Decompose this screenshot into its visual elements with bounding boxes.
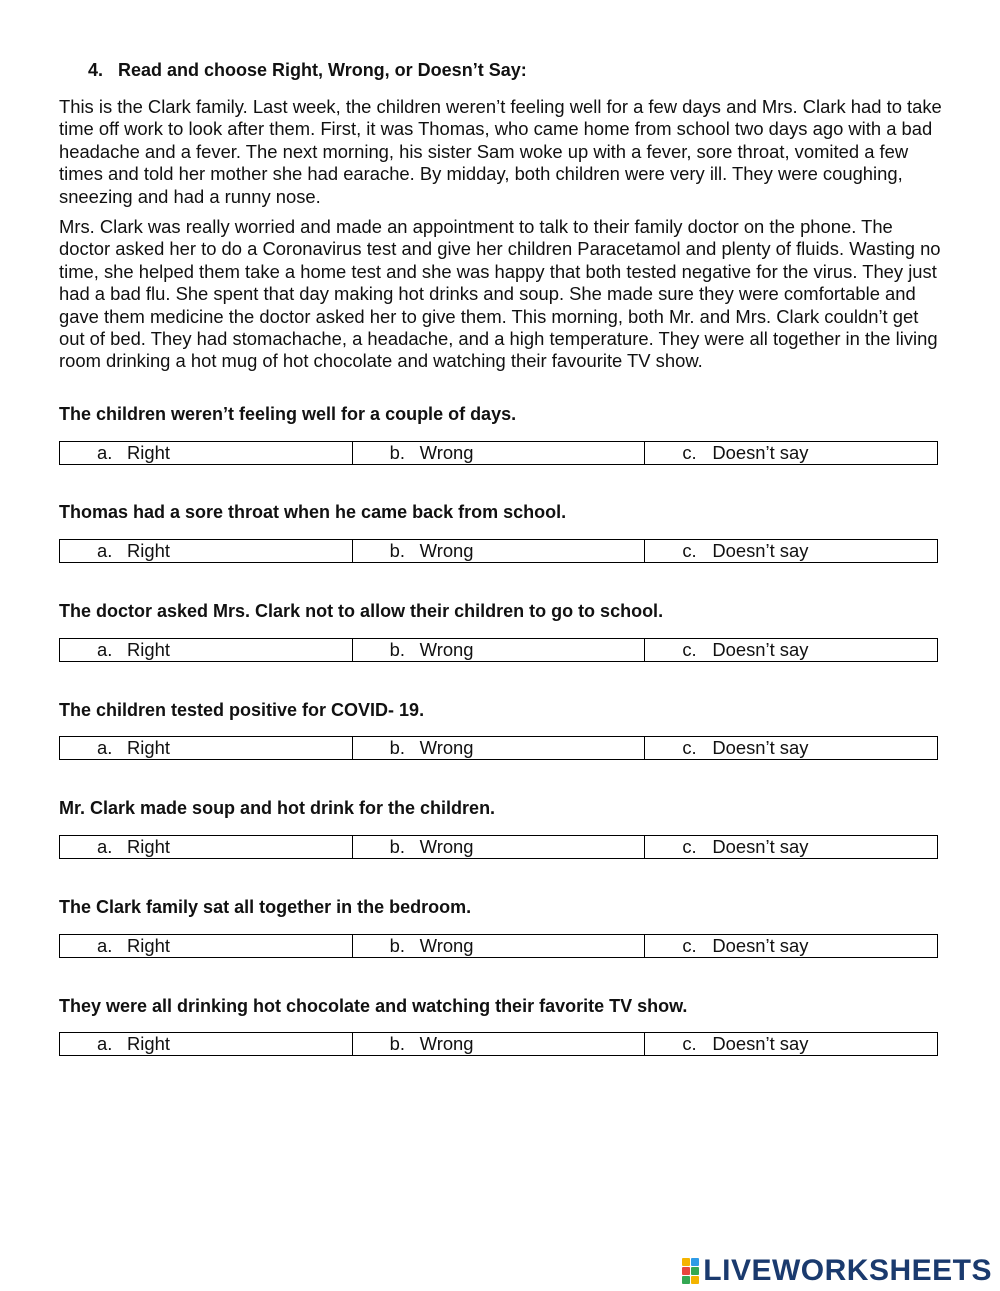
question-7: They were all drinking hot chocolate and watching their favorite TV show. <box>59 996 688 1016</box>
option-wrong[interactable]: b. Wrong <box>353 737 646 759</box>
answer-options-4 <box>59 736 938 760</box>
option-right[interactable]: a. Right <box>60 540 353 562</box>
option-wrong[interactable]: b. Wrong <box>353 442 646 464</box>
option-doesnt-say[interactable]: c. Doesn’t say <box>682 1033 809 1054</box>
question-4: The children tested positive for COVID- 19. <box>59 700 425 720</box>
exercise-heading <box>88 60 527 81</box>
passage-paragraph-2: Mrs. Clark was really worried and made an appointment to talk to their family doctor on the phone. The doctor asked her to do a Coronavirus test and give her children Paracetamol and plenty of fluids. Wasting no time, she helped them take a home test and she was happy that both tested negative for the virus. They just had a bad flu. She spent that day making hot drinks and soup. She made sure they were comfortable and gave them medicine the doctor asked her to give them. This morning, both Mr. and Mrs. Clark couldn’t get out of bed. They had stomachache, a headache, and a high temperature. They were all together in the living room drinking a hot mug of hot chocolate and watching their favourite TV show. <box>59 216 941 372</box>
option-right[interactable]: a. Right <box>60 1033 353 1055</box>
question-5: Mr. Clark made soup and hot drink for the children. <box>59 798 496 818</box>
option-doesnt-say[interactable]: c. Doesn’t say <box>682 935 809 956</box>
option-wrong[interactable]: b. Wrong <box>353 836 646 858</box>
option-wrong[interactable]: b. Wrong <box>353 1033 646 1055</box>
option-right[interactable]: a. Right <box>60 639 353 661</box>
option-wrong[interactable]: b. Wrong <box>353 935 646 957</box>
option-wrong[interactable]: b. Wrong <box>353 540 646 562</box>
option-right[interactable]: a. Right <box>60 737 353 759</box>
liveworksheets-logo <box>682 1254 992 1288</box>
logo-blocks-icon <box>682 1258 699 1284</box>
option-doesnt-say[interactable]: c. Doesn’t say <box>682 442 809 463</box>
question-2: Thomas had a sore throat when he came back from school. <box>59 502 567 522</box>
option-right[interactable]: a. Right <box>60 935 353 957</box>
logo-text: LIVEWORKSHEETS <box>703 1254 992 1287</box>
question-6: The Clark family sat all together in the bedroom. <box>59 897 472 917</box>
option-doesnt-say[interactable]: c. Doesn’t say <box>682 540 809 561</box>
answer-options-5 <box>59 835 938 859</box>
question-1: The children weren’t feeling well for a couple of days. <box>59 404 517 424</box>
option-wrong[interactable]: b. Wrong <box>353 639 646 661</box>
exercise-number: 4. <box>88 60 104 80</box>
exercise-title: Read and choose Right, Wrong, or Doesn’t Say: <box>118 60 527 80</box>
answer-options-1 <box>59 441 938 465</box>
option-doesnt-say[interactable]: c. Doesn’t say <box>682 836 809 857</box>
passage-paragraph-1: This is the Clark family. Last week, the children weren’t feeling well for a few days and Mrs. Clark had to take time off work to look after them. First, it was Thomas, who came home from school two days ago with a bad headache and a fever. The next morning, his sister Sam woke up with a fever, sore throat, vomited a few times and told her mother she had earache. By midday, both children were very ill. They were coughing, sneezing and had a runny nose. <box>59 96 942 207</box>
answer-options-6 <box>59 934 938 958</box>
option-right[interactable]: a. Right <box>60 836 353 858</box>
question-3: The doctor asked Mrs. Clark not to allow their children to go to school. <box>59 601 664 621</box>
answer-options-7 <box>59 1032 938 1056</box>
answer-options-3 <box>59 638 938 662</box>
option-right[interactable]: a. Right <box>60 442 353 464</box>
answer-options-2 <box>59 539 938 563</box>
option-doesnt-say[interactable]: c. Doesn’t say <box>682 639 809 660</box>
option-doesnt-say[interactable]: c. Doesn’t say <box>682 737 809 758</box>
